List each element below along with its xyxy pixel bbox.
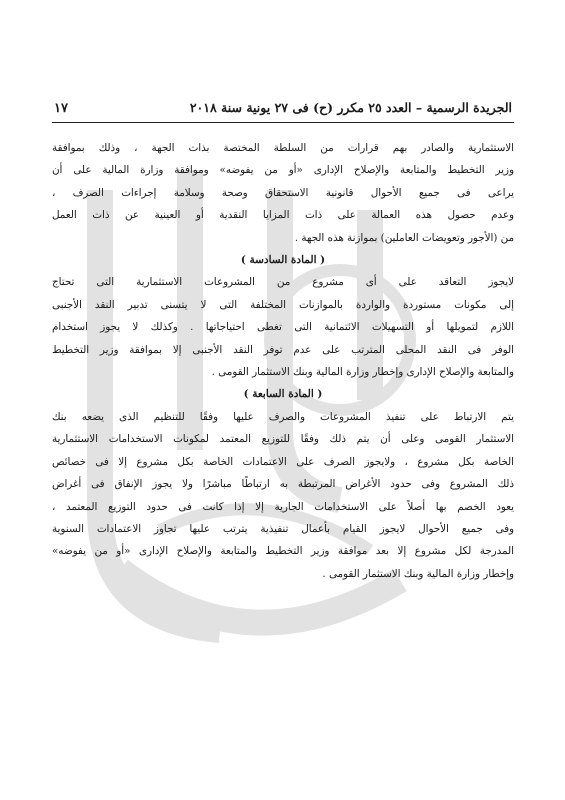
paragraph-line: إلى مكونات مستوردة والواردة بالموازنات المختلفة التى لا يتسنى تدبير النقد الأجنبى [52,298,514,311]
paragraph-line: يعود الخصم بها أصلاً على الاستخدامات الجارية إلا إذا كانت فى حدود التوزيع المعتمد ، [52,500,514,513]
paragraph-line: والمتابعة والإصلاح الإدارى وإخطار وزارة المالية وبنك الاستثمار القومى . [211,366,514,379]
paragraph-line: يتم الارتباط على تنفيذ المشروعات والصرف عليها وفقًا للتنظيم الذى يضعه بنك [52,410,514,423]
paragraph-line: الاستثمار القومى وعلى أن يتم ذلك وفقًا للتوزيع المعتمد لمكونات الاستخدامات الاستثمارية [52,433,514,446]
paragraph-line: من (الأجور وتعويضات العاملين) بموازنة هذه الجهة . [294,231,514,244]
paragraph-line: وإخطار وزارة المالية وبنك الاستثمار القومى . [322,567,514,580]
paragraph-line: الاستثمارية والصادر بهم قرارات من السلطة المختصة بذات الجهة ، وذلك بموافقة [52,142,514,154]
paragraph-line: يراعى فى جميع الأحوال قانونية الاستحقاق وصحة وسلامة إجراءات الصرف ، [52,186,514,199]
article-6-heading: ( المادة السادسة ) [240,254,326,267]
paragraph-line: لايجوز التعاقد على أى مشروع من المشروعات الاستثمارية التى تحتاج [52,276,514,289]
header-title: الجريدة الرسمية – العدد ٢٥ مكرر (ح) فى ٢٧ يونية سنة ٢٠١٨ [189,100,512,115]
page-header [52,100,514,123]
article-7-heading: ( المادة السابعة ) [243,388,323,401]
paragraph-line: وفى جميع الأحوال لايجوز القيام بأعمال تنفيذية يترتب عليها تجاوز الاعتمادات السنوية [52,522,514,535]
paragraph-line: المدرجة لكل مشروع إلا بعد موافقة وزير التخطيط والمتابعة والإصلاح الإدارى «أو من يفوضه» [52,545,514,558]
document-page [52,100,514,585]
paragraph-line: ذلك المشروع وفى حدود الأغراض المرتبطة به ارتباطًا مباشرًا ولا يجوز الإنفاق فى أغراض [52,478,514,491]
paragraph-line: وزير التخطيط والمتابعة والإصلاح الإدارى «أو من يفوضه» وموافقة وزارة المالية على أن [52,164,514,177]
paragraph-line: الوفر فى النقد المحلى المترتب على عدم توفر النقد الأجنبى إلا بموافقة وزير التخطيط [52,343,514,356]
paragraph-line: الخاصة بكل مشروع ، ولايجوز الصرف على الاعتمادات الخاصة بكل مشروع إلا فى خصائص [52,455,514,468]
document-body [52,137,514,585]
paragraph-line: اللازم لتمويلها أو التسهيلات الائتمانية التى تغطى احتياجاتها . وكذلك لا يجوز استخدام [52,321,514,334]
page-number: ١٧ [54,101,68,116]
paragraph-line: وعدم حصول هذه العمالة على ذات المزايا النقدية أو العينية عن ذات العمل [52,209,514,222]
